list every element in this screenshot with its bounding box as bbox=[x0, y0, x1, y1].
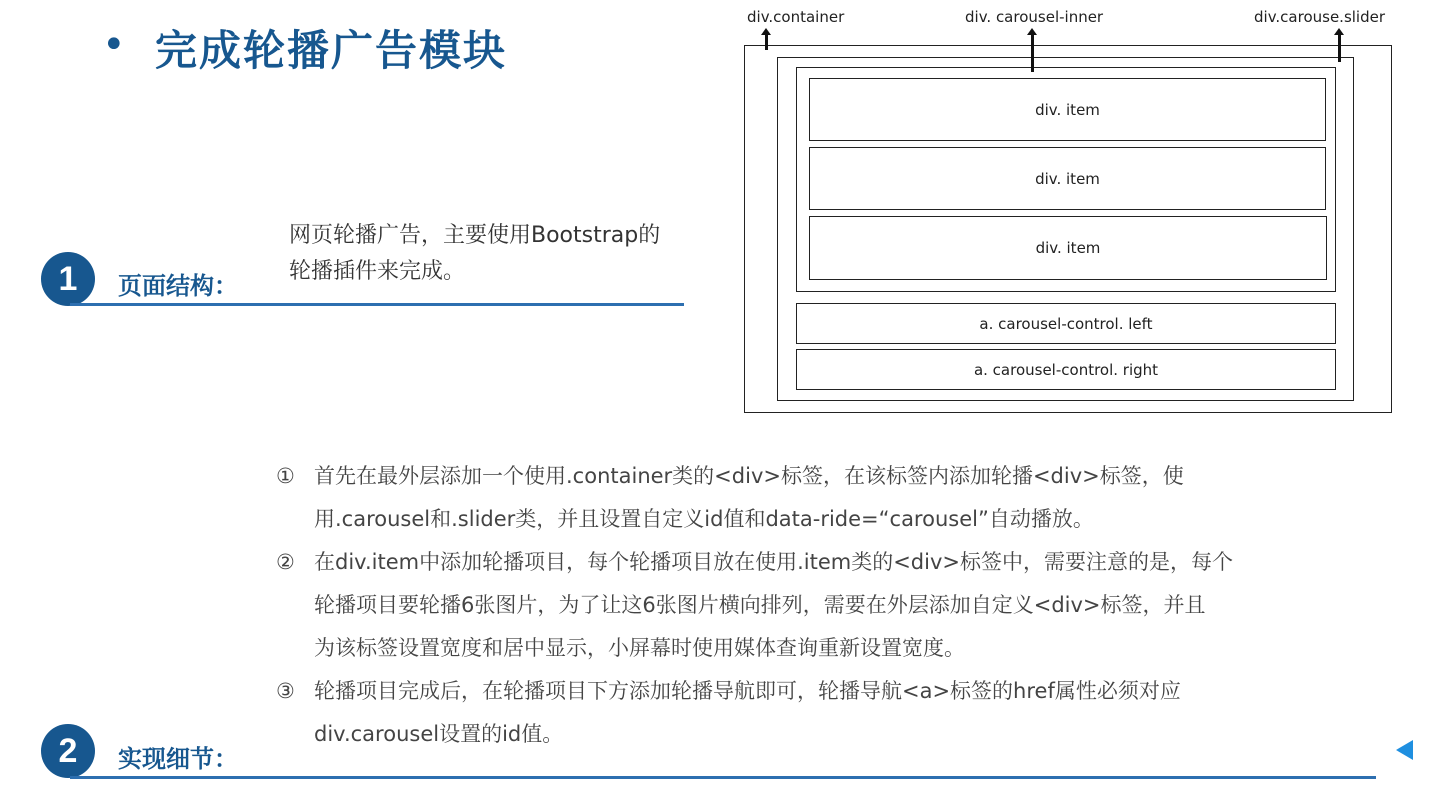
play-left-triangle-icon[interactable] bbox=[1396, 740, 1413, 760]
item-box-3: div. item bbox=[809, 216, 1327, 280]
step-3-line-1: 轮播项目完成后，在轮播项目下方添加轮播导航即可，轮播导航<a>标签的href属性必须对应 bbox=[314, 679, 1181, 703]
step-2-line-1: 在div.item中添加轮播项目，每个轮播项目放在使用.item类的<div>标签中，需要注意的是，每个 bbox=[314, 550, 1233, 574]
item-box-1: div. item bbox=[809, 78, 1326, 141]
section-rule-1 bbox=[70, 303, 684, 306]
label-carousel-inner: div. carousel-inner bbox=[965, 8, 1104, 26]
step-1 bbox=[276, 455, 1336, 541]
title-bullet: • bbox=[102, 22, 126, 68]
section-label-1: 页面结构： bbox=[118, 272, 238, 300]
step-3-line-2: div.carousel设置的id值。 bbox=[314, 722, 564, 746]
step-number-1: ① bbox=[276, 464, 295, 488]
step-1-line-2: 用.carousel和.slider类，并且设置自定义id值和data-ride=“carousel”自动播放。 bbox=[314, 507, 1094, 531]
step-number-3: ③ bbox=[276, 679, 295, 703]
step-1-line-1: 首先在最外层添加一个使用.container类的<div>标签，在该标签内添加轮播<div>标签，使 bbox=[314, 464, 1184, 488]
step-2-line-2: 轮播项目要轮播6张图片，为了让这6张图片横向排列，需要在外层添加自定义<div>标签，并且 bbox=[314, 593, 1206, 617]
label-container: div.container bbox=[747, 8, 845, 26]
step-3 bbox=[276, 670, 1336, 756]
slide-title: 完成轮播广告模块 bbox=[155, 26, 508, 75]
step-number-2: ② bbox=[276, 550, 295, 574]
steps-list bbox=[276, 455, 1336, 756]
arrow-inner-line bbox=[1031, 34, 1034, 72]
section-label-2: 实现细节： bbox=[118, 745, 238, 773]
control-right-box: a. carousel-control. right bbox=[796, 349, 1336, 390]
step-2 bbox=[276, 541, 1336, 670]
intro-text bbox=[289, 218, 709, 290]
control-left-box: a. carousel-control. left bbox=[796, 303, 1336, 344]
intro-line-1: 网页轮播广告，主要使用Bootstrap的 bbox=[289, 223, 661, 248]
item-box-2: div. item bbox=[809, 147, 1326, 210]
intro-line-2: 轮播插件来完成。 bbox=[289, 259, 466, 284]
section-rule-2 bbox=[70, 776, 1376, 779]
section-number-1: 1 bbox=[41, 252, 95, 306]
arrow-container-line bbox=[765, 34, 768, 50]
section-number-2: 2 bbox=[41, 724, 95, 778]
step-2-line-3: 为该标签设置宽度和居中显示，小屏幕时使用媒体查询重新设置宽度。 bbox=[314, 636, 965, 660]
arrow-slider-line bbox=[1338, 34, 1341, 62]
label-carousel-slider: div.carouse.slider bbox=[1254, 8, 1386, 26]
